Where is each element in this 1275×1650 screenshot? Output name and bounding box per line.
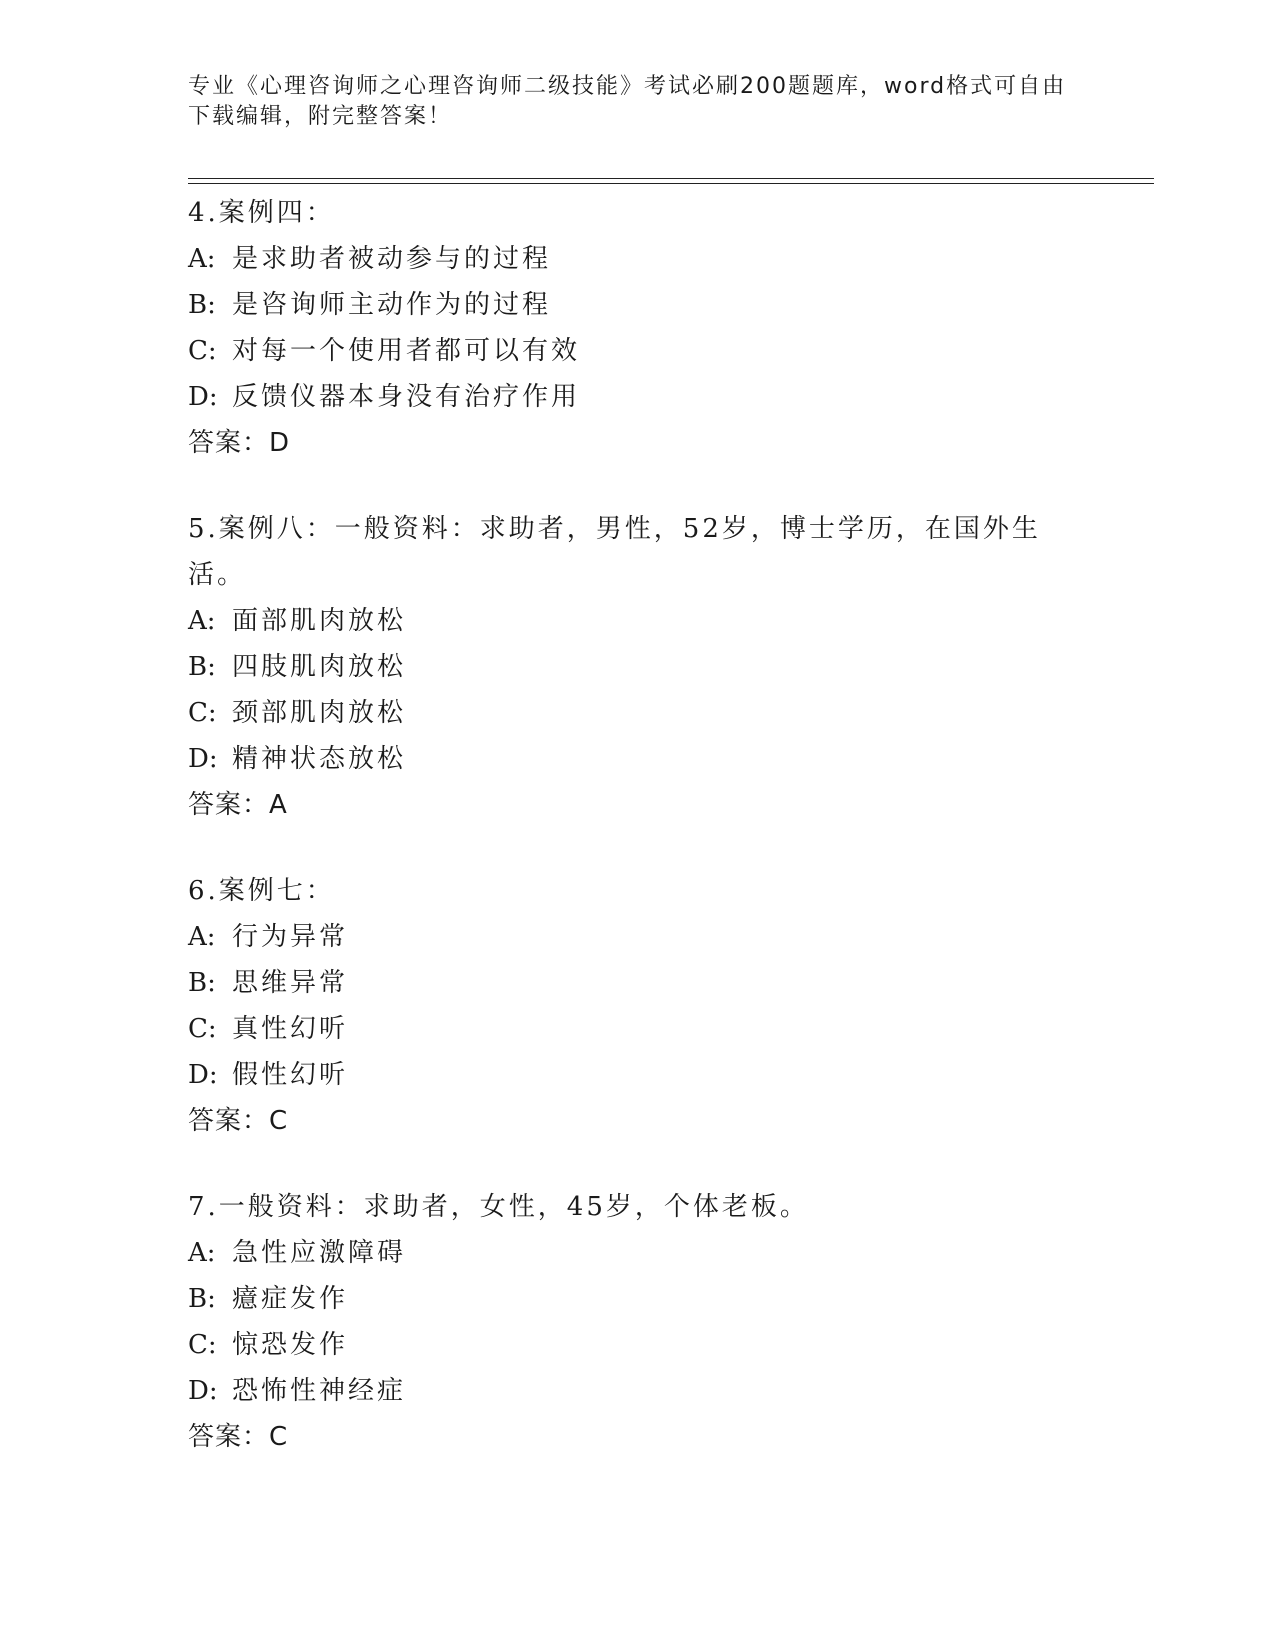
question-stem: 5.案例八：一般资料：求助者，男性，52岁，博士学历，在国外生活。 (188, 514, 1041, 590)
option-c (188, 1322, 1188, 1368)
question-4 (188, 190, 1188, 466)
option-c (188, 690, 1188, 736)
option-text: 四肢肌肉放松 (232, 652, 407, 682)
option-text: 惊恐发作 (232, 1330, 349, 1360)
option-text: 反馈仪器本身没有治疗作用 (232, 382, 581, 412)
question-stem: 4.案例四： (188, 198, 335, 228)
option-letter: A: (188, 922, 216, 952)
question-7 (188, 1184, 1188, 1460)
answer-line: 答案：D (188, 428, 291, 458)
option-a (188, 914, 1188, 960)
option-text: 恐怖性神经症 (232, 1376, 407, 1406)
question-6 (188, 868, 1188, 1144)
option-text: 假性幻听 (232, 1060, 349, 1090)
answer-line: 答案：A (188, 790, 288, 820)
option-letter: A: (188, 1238, 216, 1268)
option-letter: D: (188, 744, 218, 774)
question-stem: 7.一般资料：求助者，女性，45岁，个体老板。 (188, 1192, 809, 1222)
option-text: 是求助者被动参与的过程 (232, 244, 552, 274)
option-c (188, 1006, 1188, 1052)
option-letter: D: (188, 1376, 218, 1406)
option-text: 面部肌肉放松 (232, 606, 407, 636)
option-text: 思维异常 (232, 968, 349, 998)
option-letter: B: (188, 968, 216, 998)
header-divider-bottom (188, 183, 1154, 184)
option-letter: B: (188, 652, 216, 682)
question-stem: 6.案例七： (188, 876, 335, 906)
option-letter: C: (188, 1330, 217, 1360)
option-letter: A: (188, 244, 216, 274)
option-text: 颈部肌肉放松 (232, 698, 407, 728)
option-letter: C: (188, 698, 217, 728)
option-text: 是咨询师主动作为的过程 (232, 290, 552, 320)
option-text: 癔症发作 (232, 1284, 349, 1314)
option-b (188, 1276, 1188, 1322)
option-letter: A: (188, 606, 216, 636)
option-text: 精神状态放松 (232, 744, 407, 774)
option-c (188, 328, 1188, 374)
answer-line: 答案：C (188, 1422, 289, 1452)
document-intro: 专业《心理咨询师之心理咨询师二级技能》考试必刷200题题库，word格式可自由下载编辑，附完整答案！ (188, 74, 1067, 129)
question-list (188, 190, 1188, 1500)
option-letter: B: (188, 290, 216, 320)
option-letter: C: (188, 1014, 217, 1044)
option-letter: D: (188, 382, 218, 412)
option-letter: B: (188, 1284, 216, 1314)
option-a (188, 1230, 1188, 1276)
option-d (188, 736, 1188, 782)
option-a (188, 236, 1188, 282)
option-text: 行为异常 (232, 922, 349, 952)
option-d (188, 1052, 1188, 1098)
option-letter: C: (188, 336, 217, 366)
answer-line: 答案：C (188, 1106, 289, 1136)
header-divider-top (188, 178, 1154, 179)
option-b (188, 960, 1188, 1006)
option-letter: D: (188, 1060, 218, 1090)
option-text: 真性幻听 (232, 1014, 349, 1044)
option-text: 对每一个使用者都可以有效 (232, 336, 581, 366)
option-d (188, 1368, 1188, 1414)
option-b (188, 282, 1188, 328)
question-5 (188, 506, 1188, 828)
option-a (188, 598, 1188, 644)
option-b (188, 644, 1188, 690)
option-d (188, 374, 1188, 420)
option-text: 急性应激障碍 (232, 1238, 407, 1268)
